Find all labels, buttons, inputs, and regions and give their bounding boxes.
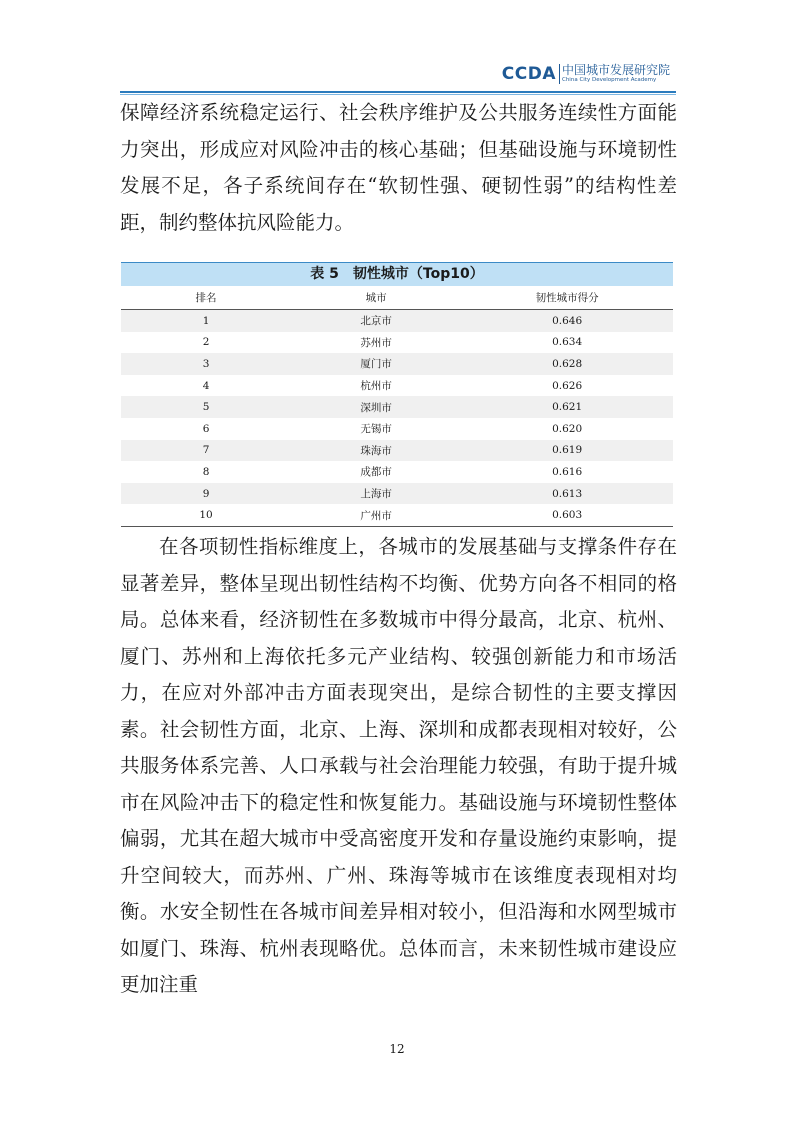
logo-mark: CCDA [501,64,556,84]
cell-score: 0.628 [461,353,673,375]
cell-score: 0.613 [461,483,673,505]
paragraph-intro: 保障经济系统稳定运行、社会秩序维护及公共服务连续性方面能力突出，形成应对风险冲击的核心基础；但基础设施与环境韧性发展不足，各子系统间存在“软韧性强、硬韧性弱”的结构性差距，制约整体抗风险能力。 [120,101,677,234]
table-row [121,418,673,440]
table-row [121,440,673,462]
header-rank: 排名 [121,286,291,310]
cell-rank: 3 [121,353,291,375]
cell-city: 苏州市 [360,336,392,349]
logo-english-name: China City Development Academy [561,77,657,83]
cell-rank: 2 [202,336,210,349]
cell-city: 北京市 [291,310,461,332]
ranking-table [121,286,673,527]
cell-rank: 6 [202,422,210,435]
cell-city: 上海市 [291,483,461,505]
cell-city: 杭州市 [360,380,392,393]
cell-score: 0.621 [461,396,673,418]
resilient-cities-table [121,262,673,527]
cell-city: 厦门市 [291,353,461,375]
table-row [121,310,673,332]
cell-score: 0.646 [461,310,673,332]
cell-city: 广州市 [291,504,461,526]
cell-city: 成都市 [360,466,392,479]
cell-rank: 7 [121,440,291,462]
cell-score: 0.603 [461,504,673,526]
cell-rank: 1 [121,310,291,332]
cell-score: 0.626 [552,379,583,392]
table-row [121,461,673,483]
cell-score: 0.634 [552,336,583,349]
table-row [121,396,673,418]
cell-rank: 10 [121,504,291,526]
paragraph-analysis: 在各项韧性指标维度上，各城市的发展基础与支撑条件存在显著差异，整体呈现出韧性结构不均衡、优势方向各不相同的格局。总体来看，经济韧性在多数城市中得分最高，北京、杭州、厦门、苏州和上海依托多元产业结构、较强创新能力和市场活力，在应对外部冲击方面表现突出，是综合韧性的主要支撑因素。社会韧性方面，北京、上海、深圳和成都表现相对较好，公共服务体系完善、人口承载与社会治理能力较强，有助于提升城市在风险冲击下的稳定性和恢复能力。基础设施与环境韧性整体偏弱，尤其在超大城市中受高密度开发和存量设施约束影响，提升空间较大，而苏州、广州、珠海等城市在该维度表现相对均衡。水安全韧性在各城市间差异相对较小，但沿海和水网型城市如厦门、珠海、杭州表现略优。总体而言，未来韧性城市建设应更加注重 [120,535,677,996]
table-row [121,375,673,397]
table-row [121,332,673,354]
cell-rank: 5 [121,396,291,418]
cell-city: 深圳市 [291,396,461,418]
cell-score: 0.620 [552,422,583,435]
header-city: 城市 [291,286,461,310]
logo-chinese-name: 中国城市发展研究院 [561,63,670,77]
cell-rank: 8 [202,465,210,478]
logo-text [562,64,670,84]
table-row [121,504,673,526]
page-header [0,60,794,90]
cell-rank: 4 [202,379,210,392]
header-score: 韧性城市得分 [461,286,673,310]
table-row [121,483,673,505]
cell-score: 0.616 [552,465,583,478]
table-row [121,353,673,375]
cell-score: 0.619 [461,440,673,462]
table-title: 表 5 韧性城市（Top10） [121,262,673,286]
ccda-logo [502,64,670,84]
cell-city: 珠海市 [291,440,461,462]
logo-divider [559,64,560,84]
cell-city: 无锡市 [360,423,392,436]
table-header-row [121,286,673,310]
cell-rank: 9 [121,483,291,505]
header-rule [120,91,676,93]
page-number: 12 [389,1042,405,1056]
